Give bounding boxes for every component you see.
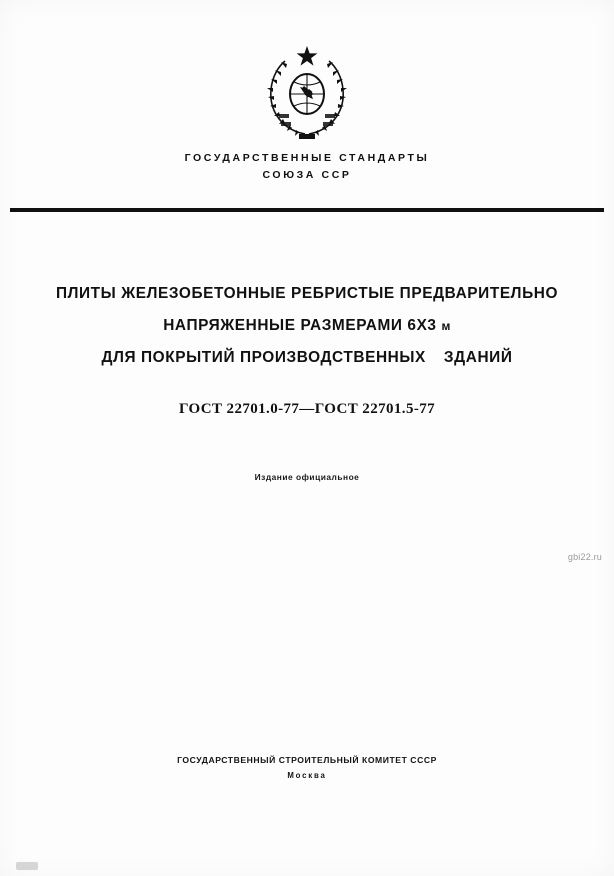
watermark: gbi22.ru <box>567 552 602 562</box>
header-divider-rule <box>10 208 604 212</box>
soviet-state-emblem-icon <box>259 42 355 142</box>
page-title-line-3 <box>0 342 614 374</box>
page-title-line-3-part-1: ДЛЯ ПОКРЫТИЙ ПРОИЗВОДСТВЕННЫХ <box>101 349 426 366</box>
header-line-union: СОЮЗА ССР <box>262 169 352 181</box>
header-line-standards: ГОСУДАРСТВЕННЫЕ СТАНДАРТЫ <box>184 152 430 164</box>
scan-artifact <box>16 862 38 870</box>
footer-block <box>0 752 614 784</box>
footer-publisher: ГОСУДАРСТВЕННЫЙ СТРОИТЕЛЬНЫЙ КОМИТЕТ СССР <box>177 755 437 765</box>
edition-note: Издание официальное <box>254 472 360 482</box>
page-title-line-1: ПЛИТЫ ЖЕЛЕЗОБЕТОННЫЕ РЕБРИСТЫЕ ПРЕДВАРИТЕЛЬНО <box>55 285 559 302</box>
page-title-line-2-unit: м <box>441 319 451 333</box>
footer-city: Москва <box>287 771 327 780</box>
emblem-container <box>0 42 614 142</box>
standard-code: ГОСТ 22701.0-77—ГОСТ 22701.5-77 <box>178 401 436 417</box>
page-title-line-2 <box>0 310 614 342</box>
header-block <box>0 150 614 184</box>
title-block <box>0 278 614 374</box>
page-title-line-3-part-2: ЗДАНИЙ <box>443 349 513 366</box>
page-title-line-2-main: НАПРЯЖЕННЫЕ РАЗМЕРАМИ 6Х3 <box>163 317 437 334</box>
